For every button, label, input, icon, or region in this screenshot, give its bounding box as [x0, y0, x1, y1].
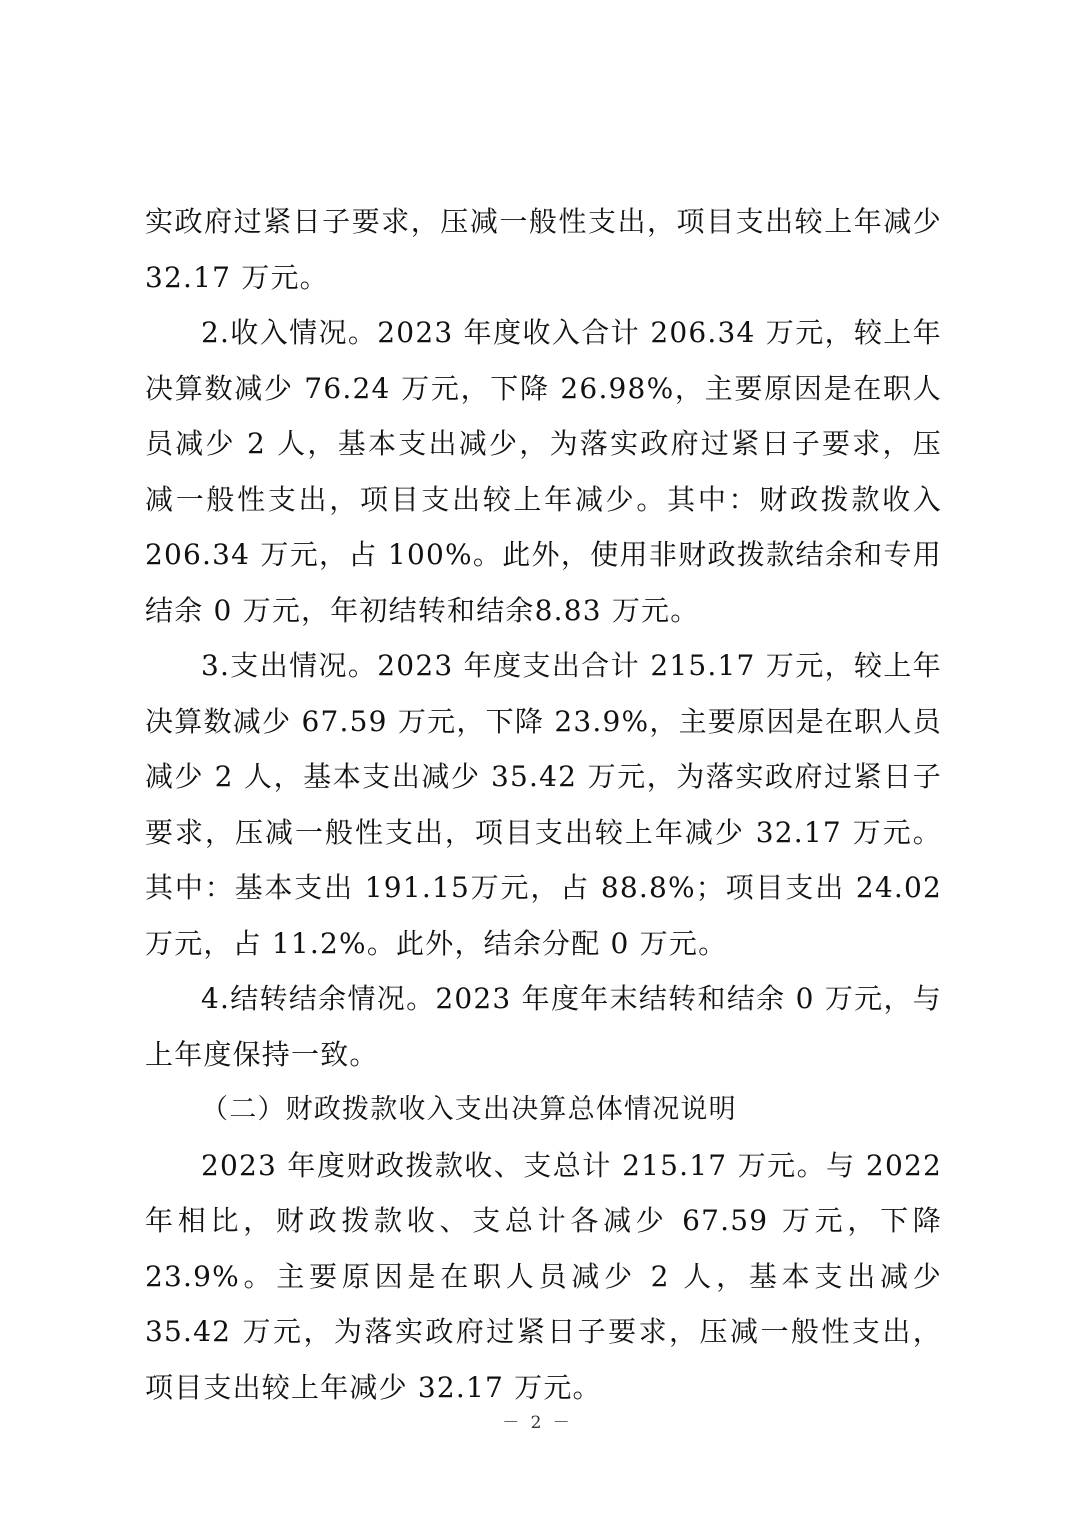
paragraph-carryover: 4.结转结余情况。2023 年度年末结转和结余 0 万元，与上年度保持一致。 — [145, 982, 942, 1071]
paragraph-continuation: 实政府过紧日子要求，压减一般性支出，项目支出较上年减少32.17 万元。 — [145, 205, 942, 294]
paragraph-fiscal-summary: 2023 年度财政拨款收、支总计 215.17 万元。与 2022 年相比，财政拨款收、支总计各减少 67.59 万元，下降 23.9%。主要原因是在职人员减少 2 人，基本支出减少 35.42 万元，为落实政府过紧日子要求，压减一般性支出，项目支出较上年减少 32.17 万元。 — [145, 1148, 942, 1404]
page-number: － 2 － — [502, 1413, 573, 1433]
paragraph-expenditure: 3.支出情况。2023 年度支出合计 215.17 万元，较上年决算数减少 67.59 万元，下降 23.9%，主要原因是在职人员减少 2 人，基本支出减少 35.42 万元，为落实政府过紧日子要求，压减一般性支出，项目支出较上年减少 32.17 万元。其中：基本支出 191.15万元，占 88.8%；项目支出 24.02 万元，占 11.2%。此外，结余分配 0 万元。 — [145, 649, 942, 960]
body-text — [145, 194, 942, 1415]
section-heading: （二）财政拨款收入支出决算总体情况说明 — [201, 1094, 737, 1125]
paragraph-income: 2.收入情况。2023 年度收入合计 206.34 万元，较上年决算数减少 76.24 万元，下降 26.98%，主要原因是在职人员减少 2 人，基本支出减少，为落实政府过紧日子要求，压减一般性支出，项目支出较上年减少。其中：财政拨款收入 206.34 万元，占 100%。此外，使用非财政拨款结余和专用结余 0 万元，年初结转和结余8.83 万元。 — [145, 316, 942, 627]
